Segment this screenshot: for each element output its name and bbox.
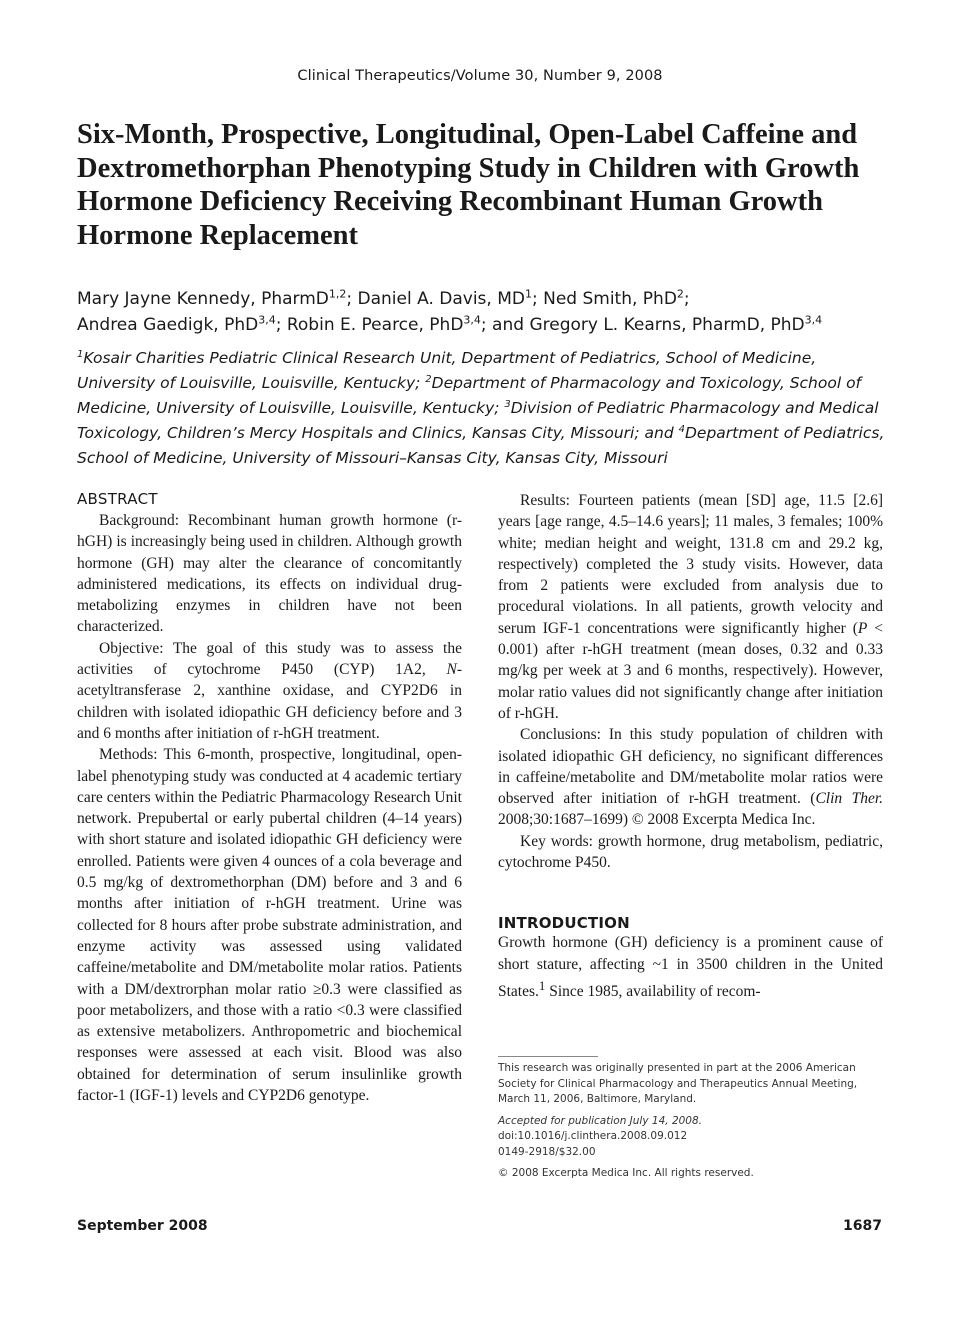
- abstract-conclusions: [498, 724, 883, 830]
- methods-label: Methods:: [99, 746, 158, 764]
- abstract-heading: ABSTRACT: [77, 490, 158, 508]
- introduction-heading: INTRODUCTION: [498, 914, 630, 933]
- author-pearce: ; Robin E. Pearce, PhD: [275, 315, 464, 335]
- affil-1: Kosair Charities Pediatric Clinical Research Unit, Department of Pediatrics, School of Medicine, University of Louisville, Louisville, Kentucky;: [77, 349, 817, 392]
- author-smith: ; Ned Smith, PhD: [531, 289, 677, 309]
- results-label: Results:: [520, 492, 570, 509]
- page-number: 1687: [843, 1218, 882, 1234]
- affil-3: Division of Pediatric Pharmacology and Medical Toxicology, Children’s Mercy Hospitals and Clinics, Kansas City, Missouri; and: [77, 399, 879, 442]
- affiliations: [77, 346, 887, 471]
- author-list: [77, 286, 907, 338]
- objective-label: Objective:: [99, 639, 164, 657]
- author-kennedy-affil: 1,2: [328, 287, 347, 301]
- author-gaedigk: Andrea Gaedigk, PhD: [77, 315, 259, 335]
- keywords-text: growth hormone, drug metabolism, pediatric, cytochrome P450.: [498, 832, 883, 872]
- objective-text-b: -acetyltransferase 2, xanthine oxidase, and CYP2D6 in children with isolated idiopathic GH deficiency before and 3 and 6 months after initiation of r-hGH treatment.: [77, 661, 462, 742]
- conclusions-text-a: In this study population of children with isolated idiopathic GH deficiency, no significant differences in caffeine/metabolite and DM/metabolite molar ratios were observed after initiation of r-hGH treatment. (: [498, 726, 883, 808]
- background-text: Recombinant human growth hormone (r-hGH) is increasingly being used in children. Although growth hormone (GH) may alter the clearance of concomitantly administered medications, its effects on individual drug-metabolizing enzymes in children have not been characterized.: [77, 512, 462, 636]
- conclusions-text-b: 2008;30:1687–1699) © 2008 Excerpta Medica Inc.: [498, 811, 816, 829]
- footnote-doi: doi:10.1016/j.clinthera.2008.09.012: [498, 1130, 688, 1142]
- affil-4: Department of Pediatrics, School of Medicine, University of Missouri–Kansas City, Kansas City, Missouri: [77, 424, 885, 467]
- affil-marker-1: 1: [77, 348, 84, 360]
- results-text-a: Fourteen patients (mean [SD] age, 11.5 [2.6] years [age range, 4.5–14.6 years]; 11 males, 3 females; 100% white; median height and weight, 131.8 cm and 29.2 kg, respectively) completed the 3 study visits. However, data from 2 patients were excluded from analysis due to procedural violations. In all patients, growth velocity and serum IGF-1 concentrations were significantly higher (: [498, 492, 883, 637]
- author-pearce-affil: 3,4: [463, 313, 481, 327]
- abstract-methods: [77, 744, 462, 1106]
- author-davis: ; Daniel A. Davis, MD: [346, 289, 525, 309]
- affil-marker-4: 4: [678, 423, 685, 435]
- journal-header: Clinical Therapeutics/Volume 30, Number 9, 2008: [297, 68, 663, 84]
- author-kennedy: Mary Jayne Kennedy, PharmD: [77, 289, 329, 309]
- intro-reference-1: 1: [538, 977, 546, 993]
- objective-text-a: The goal of this study was to assess the activities of cytochrome P450 (CYP) 1A2,: [77, 639, 462, 679]
- objective-italic-n: N: [446, 661, 457, 679]
- conclusions-label: Conclusions:: [520, 726, 601, 744]
- footnotes: [498, 1056, 883, 1182]
- left-column: [77, 490, 462, 1106]
- author-kearns-affil: 3,4: [804, 313, 823, 327]
- results-italic-p: P: [857, 619, 868, 637]
- abstract-keywords: [498, 831, 883, 874]
- footnote-copyright: © 2008 Excerpta Medica Inc. All rights reserved.: [498, 1167, 754, 1179]
- background-label: Background:: [99, 512, 180, 529]
- results-text-b: < 0.001) after r-hGH treatment (mean doses, 0.32 and 0.33 mg/kg per week at 3 and 6 months, respectively). However, molar ratio values did not significantly change after initiation of r-hGH.: [498, 619, 883, 722]
- author-davis-affil: 1: [524, 287, 532, 301]
- intro-text-a: Growth hormone (GH) deficiency is a prominent cause of short stature, affecting ~1 in 3500 children in the United States.: [498, 934, 883, 1001]
- right-column: [498, 490, 883, 1002]
- abstract-background: [77, 510, 462, 638]
- keywords-label: Key words:: [520, 832, 593, 850]
- footnote-issn: 0149-2918/$32.00: [498, 1145, 596, 1158]
- intro-text-b: Since 1985, availability of recom-: [545, 983, 761, 1001]
- article-title: Six-Month, Prospective, Longitudinal, Open-Label Caffeine and Dextromethorphan Phenotyping Study in Children with Growth Hormone Deficiency Receiving Recombinant Human Growth Hormone Replacement: [77, 119, 860, 251]
- affil-2: Department of Pharmacology and Toxicology, School of Medicine, University of Louisville, Louisville, Kentucky;: [77, 374, 862, 417]
- footnote-accepted: Accepted for publication July 14, 2008.: [498, 1114, 703, 1127]
- author-gaedigk-affil: 3,4: [258, 313, 276, 327]
- introduction-text: [498, 932, 883, 1002]
- citation-journal: Clin Ther.: [815, 790, 884, 808]
- footnote-rule: [498, 1056, 598, 1057]
- affil-marker-2: 2: [425, 373, 432, 385]
- abstract-objective: [77, 638, 462, 744]
- author-separator: ;: [683, 289, 690, 309]
- author-kearns: ; and Gregory L. Kearns, PharmD, PhD: [480, 315, 805, 335]
- methods-text: This 6-month, prospective, longitudinal, open-label phenotyping study was conducted at 4 academic tertiary care centers within the Pediatric Pharmacology Research Unit network. Prepubertal or early pubertal children (4–14 years) with short stature and isolated idiopathic GH deficiency were enrolled. Patients were given 4 ounces of a cola beverage and 0.5 mg/kg of dextromethorphan (DM) before and 3 and 6 months after initiation of r-hGH treatment. Urine was collected for 8 hours after probe substrate administration, and enzyme activity was assessed using validated caffeine/metabolite and DM/metabolite molar ratios. Patients with a DM/dextrorphan molar ratio ≥0.3 were classified as poor metabolizers, and those with a ratio <0.3 were classified as extensive metabolizers. Anthropometric and biochemical responses were assessed at each visit. Blood was also obtained for determination of serum insulinlike growth factor-1 (IGF-1) levels and CYP2D6 genotype.: [77, 746, 462, 1105]
- footnote-presented: This research was originally presented in part at the 2006 American Society for Clinical Pharmacology and Therapeutics Annual Meeting, March 11, 2006, Baltimore, Maryland.: [498, 1062, 858, 1105]
- author-smith-affil: 2: [676, 287, 684, 301]
- abstract-results: [498, 490, 883, 724]
- footer-date: September 2008: [77, 1218, 208, 1234]
- affil-marker-3: 3: [504, 398, 511, 410]
